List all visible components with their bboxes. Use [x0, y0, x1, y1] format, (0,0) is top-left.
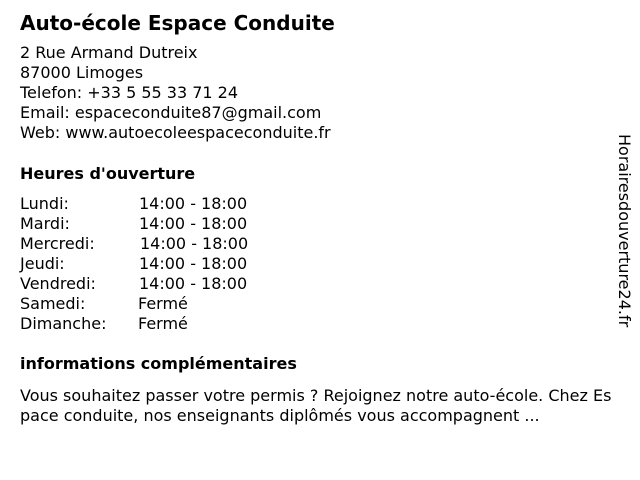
- address-city: 87000 Limoges: [20, 63, 144, 82]
- day-label: Samedi:: [20, 294, 86, 313]
- info-heading: informations complémentaires: [20, 354, 297, 373]
- time-value: Fermé: [138, 294, 188, 313]
- time-value: 14:00 - 18:00: [140, 234, 249, 253]
- hours-row-saturday: [20, 294, 248, 314]
- phone-line: Telefon: +33 5 55 33 71 24: [20, 83, 239, 102]
- hours-row-monday: [20, 194, 248, 214]
- day-label: Vendredi:: [20, 274, 96, 293]
- day-label: Mardi:: [20, 214, 70, 233]
- hours-row-wednesday: [20, 234, 248, 254]
- day-label: Lundi:: [20, 194, 69, 213]
- hours-heading: Heures d'ouverture: [20, 164, 196, 183]
- hours-row-tuesday: [20, 214, 248, 234]
- day-label: Jeudi:: [20, 254, 65, 273]
- address-street: 2 Rue Armand Dutreix: [20, 43, 198, 62]
- watermark-site-name: Horairesdouverture24.fr: [615, 134, 634, 328]
- day-label: Dimanche:: [20, 314, 107, 333]
- hours-row-thursday: [20, 254, 248, 274]
- web-line: Web: www.autoecoleespaceconduite.fr: [20, 123, 331, 142]
- email-line: Email: espaceconduite87@gmail.com: [20, 103, 322, 122]
- opening-hours-table: [20, 194, 248, 334]
- hours-row-friday: [20, 274, 248, 294]
- time-value: 14:00 - 18:00: [139, 254, 248, 273]
- time-value: 14:00 - 18:00: [139, 214, 248, 233]
- info-description: Vous souhaitez passer votre permis ? Rejoignez notre auto-école. Chez Espace conduite, nos enseignants diplômés vous accompagnent ...: [20, 386, 612, 425]
- time-value: Fermé: [138, 314, 188, 333]
- hours-row-sunday: [20, 314, 248, 334]
- time-value: 14:00 - 18:00: [139, 194, 248, 213]
- day-label: Mercredi:: [20, 234, 95, 253]
- business-name: Auto-école Espace Conduite: [20, 11, 335, 35]
- time-value: 14:00 - 18:00: [139, 274, 248, 293]
- contact-block: [20, 43, 331, 143]
